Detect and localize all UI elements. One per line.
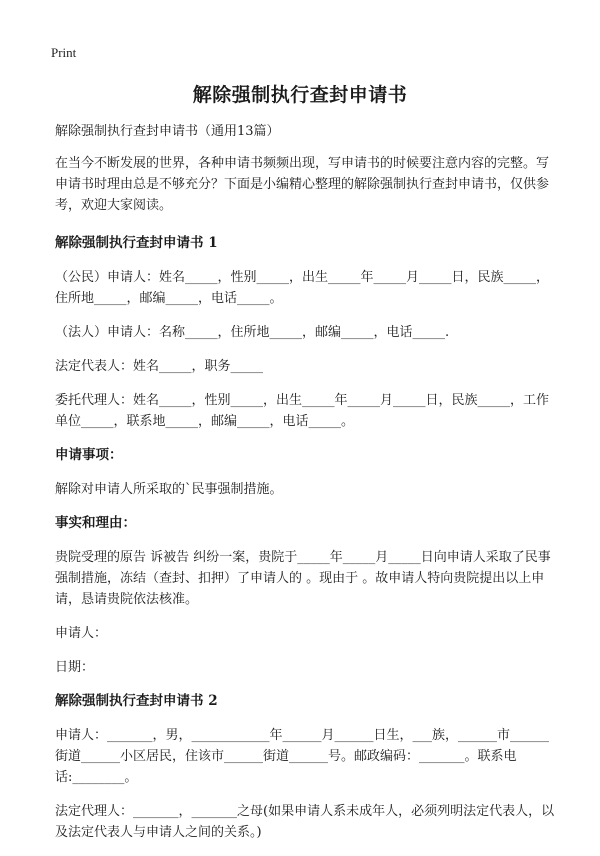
document-body xyxy=(55,121,555,856)
matters-paragraph: 解除对申请人所采取的`民事强制措施。 xyxy=(55,482,283,497)
legal-representative-paragraph: 法定代表人：姓名_____，职务_____ xyxy=(55,359,264,374)
intro-paragraph: 在当今不断发展的世界，各种申请书频频出现，写申请书的时候要注意内容的完整。写申请书时理由总是不够充分？下面是小编精心整理的解除强制执行查封申请书，仅供参考，欢迎大家阅读。 xyxy=(55,156,550,213)
legal-guardian-paragraph: 法定代理人：_______，_______之母(如果申请人系未成年人，必须列明法定代表人，以及法定代表人与申请人之间的关系。) xyxy=(55,804,555,840)
citizen-applicant-paragraph: （公民）申请人：姓名_____，性别_____，出生_____年_____月_____日，民族_____，住所地_____，邮编_____，电话_____。 xyxy=(55,270,550,306)
agent-paragraph: 委托代理人：姓名_____，性别_____，出生_____年_____月_____日，民族_____，工作单位_____，联系地_____，邮编_____，电话_____。 xyxy=(55,393,550,429)
print-link[interactable]: Print xyxy=(51,45,77,60)
matters-heading: 申请事项： xyxy=(55,447,123,463)
facts-heading: 事实和理由： xyxy=(55,515,136,531)
section-2-applicant-paragraph: 申请人：_______，男，____________年______月______日生，___族，______市______街道______小区居民，住该市______街道______号。邮政编码：_______。联系电话:________。 xyxy=(55,728,550,785)
applicant-signature-line: 申请人： xyxy=(55,626,108,641)
page-title: 解除强制执行查封申请书 xyxy=(192,84,408,106)
document-subtitle: 解除强制执行查封申请书（通用13篇） xyxy=(55,124,280,139)
facts-paragraph: 贵院受理的原告 诉被告 纠纷一案，贵院于_____年_____月_____日向申请人采取了民事强制措施，冻结（查封、扣押）了申请人的 。现由于 。故申请人特向贵院提出以上申请，恳请贵院依法核准。 xyxy=(55,550,551,607)
section-1-heading: 解除强制执行查封申请书 1 xyxy=(55,235,218,251)
date-line: 日期： xyxy=(55,660,95,675)
section-2-heading: 解除强制执行查封申请书 2 xyxy=(55,693,218,709)
legal-person-applicant-paragraph: （法人）申请人：名称_____，住所地_____，邮编_____，电话_____. xyxy=(55,325,450,340)
